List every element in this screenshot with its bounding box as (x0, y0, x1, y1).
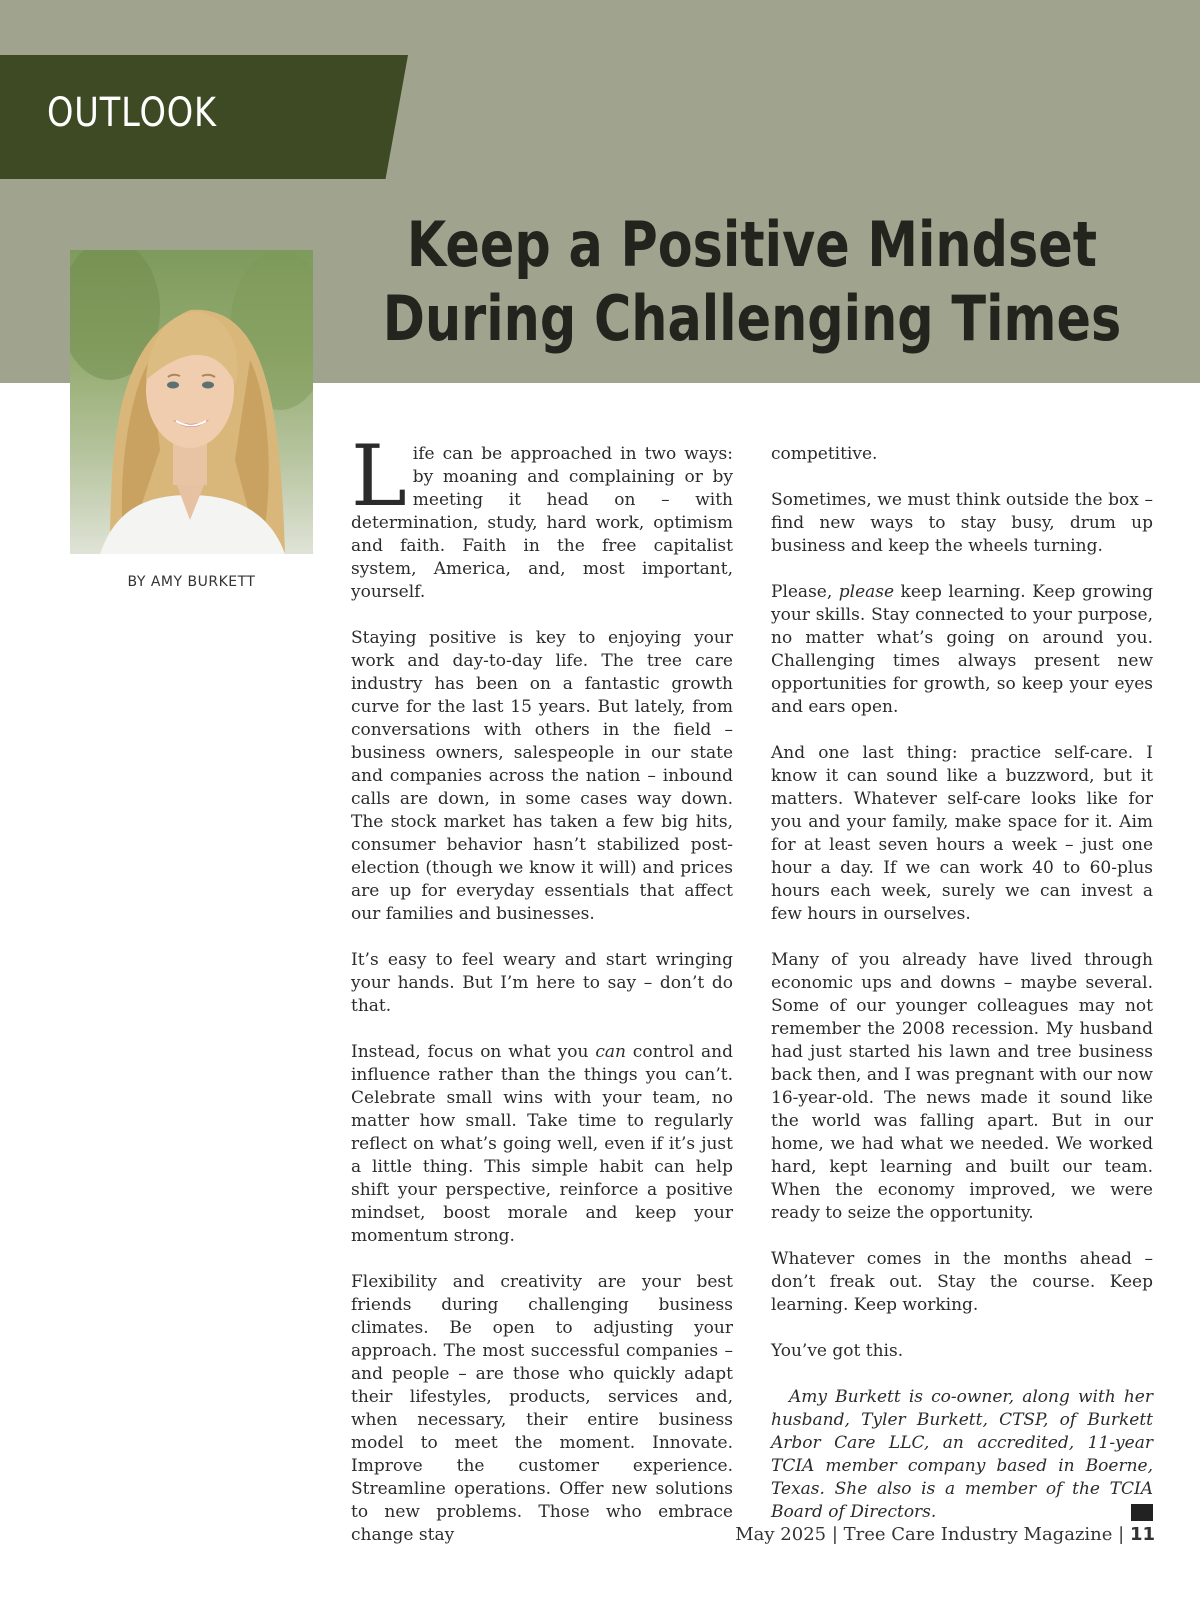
section-label: OUTLOOK (47, 90, 217, 136)
paragraph-4 (351, 1041, 733, 1248)
author-byline: BY AMY BURKETT (127, 574, 256, 590)
paragraph-8: And one last thing: practice self-care. I know it can sound like a buzzword, but it matters. Whatever self-care looks like for you and your family, make space for it. Aim for at least seven hours a week – just one hour a day. If we can work 40 to 60-plus hours each week, surely we can invest a few hours in ourselves. (771, 743, 1153, 924)
footer-issue: May 2025 | Tree Care Industry Magazine | (735, 1524, 1130, 1545)
end-mark-icon (1131, 1504, 1153, 1521)
paragraph-4-emphasis: can (595, 1042, 626, 1062)
author-portrait-icon (70, 250, 313, 554)
paragraph-10: Whatever comes in the months ahead – don’t freak out. Stay the course. Keep learning. Keep working. (771, 1249, 1153, 1315)
paragraph-5: Flexibility and creativity are your best friends during challenging business climates. Be open to adjusting your approach. The most successful companies – and people – are those who quickly adapt their lifestyles, products, services and, when necessary, their entire business model to meet the moment. Innovate. Improve the customer experience. Streamline operations. Offer new solutions to new problems. Those who embrace change stay (351, 1272, 733, 1545)
author-photo (70, 250, 313, 554)
paragraph-4-text-a: Instead, focus on what you (351, 1042, 596, 1062)
page-number: 11 (1129, 1524, 1155, 1545)
headline-line-1: Keep a Positive Mindset (406, 208, 1098, 281)
paragraph-2: Staying positive is key to enjoying your work and day-to-day life. The tree care industry has been on a fantastic growth curve for the last 15 years. But lately, from conversations with others in the field – business owners, salespeople in our state and companies across the nation – inbound calls are down, in some cases way down. The stock market has taken a few big hits, consumer behavior hasn’t stabilized post-election (though we know it will) and prices are up for everyday essentials that affect our families and businesses. (351, 628, 733, 924)
paragraph-7-emphasis: please (838, 582, 895, 602)
page-footer (735, 1524, 1155, 1545)
intro-text: ife can be approached in two ways: by moaning and complaining or by meeting it head on – with determination, study, hard work, optimism and faith. Faith in the free capitalist system, America, and, most important, yourself. (351, 444, 733, 602)
paragraph-4-text-b: control and influence rather than the things you can’t. Celebrate small wins with your team, no matter how small. Take time to regularly reflect on what’s going well, even if it’s just a little thing. This simple habit can help shift your perspective, reinforce a positive mindset, boost morale and keep your momentum strong. (351, 1042, 733, 1246)
paragraph-6: Sometimes, we must think outside the box – find new ways to stay busy, drum up business and keep the wheels turning. (771, 490, 1153, 556)
headline-line-2: During Challenging Times (382, 282, 1122, 355)
paragraph-9: Many of you already have lived through economic ups and downs – maybe several. Some of our younger colleagues may not remember the 2008 recession. My husband had just started his lawn and tree business back then, and I was pregnant with our now 16-year-old. The news made it sound like the world was falling apart. But in our home, we had what we needed. We worked hard, kept learning and built our team. When the economy improved, we were ready to seize the opportunity. (771, 950, 1153, 1223)
article-headline (381, 208, 1122, 356)
article-column-right (771, 443, 1153, 1547)
paragraph-7 (771, 581, 1153, 719)
paragraph-11: You’ve got this. (771, 1341, 904, 1361)
article-column-left (351, 427, 733, 1547)
intro-paragraph (351, 427, 733, 604)
paragraph-7-text-a: Please, (771, 582, 839, 602)
paragraph-3: It’s easy to feel weary and start wringing your hands. But I’m here to say – don’t do that. (351, 950, 733, 1016)
author-bio-text: Amy Burkett is co-owner, along with her husband, Tyler Burkett, CTSP, of Burkett Arbor Care LLC, an accredited, 11-year TCIA member company based in Boerne, Texas. She also is a member of the TCIA Board of Directors. (771, 1387, 1153, 1522)
drop-cap: L (351, 427, 407, 525)
paragraph-7-text-b: keep learning. Keep growing your skills. Stay connected to your purpose, no matter what’s going on around you. Challenging times always present new opportunities for growth, so keep your eyes and ears open. (771, 582, 1153, 717)
paragraph-5-continued: competitive. (771, 444, 878, 464)
author-bio (771, 1386, 1153, 1524)
